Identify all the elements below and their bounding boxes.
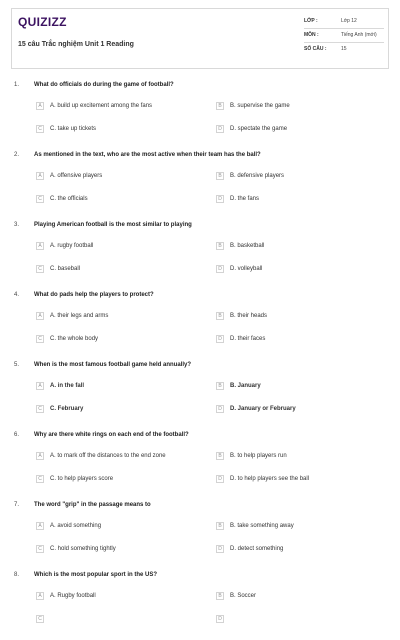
option-letter-box: A [36, 522, 44, 530]
question-1 [0, 80, 400, 150]
question-text: As mentioned in the text, who are the most active when their team has the ball? [34, 152, 261, 158]
meta-row-count [304, 43, 384, 57]
meta-key: SỐ CÂU : [304, 46, 327, 52]
option-text: B. supervise the game [230, 103, 290, 109]
option-letter-box: B [216, 102, 224, 110]
option-text: D. the fans [230, 196, 260, 202]
option-text: B. to help players run [230, 453, 287, 459]
option-letter-box: B [216, 522, 224, 530]
option-text: A. offensive players [50, 173, 103, 179]
option-letter-box: B [216, 242, 224, 250]
option-letter-box: A [36, 452, 44, 460]
worksheet-header [11, 8, 389, 69]
question-text: Why are there white rings on each end of the football? [34, 432, 189, 438]
question-number: 6. [14, 432, 20, 438]
option-text: D. to help players see the ball [230, 476, 310, 482]
option-text: A. their legs and arms [50, 313, 109, 319]
question-number: 4. [14, 292, 20, 298]
option-text: C. February [50, 406, 84, 412]
option-letter-box: B [216, 312, 224, 320]
option-text: B. defensive players [230, 173, 285, 179]
option-text: A. in the fall [50, 383, 85, 389]
option-text: A. Rugby football [50, 593, 96, 599]
option-text: D. their faces [230, 336, 266, 342]
option-text: C. baseball [50, 266, 81, 272]
option-text: D. detect something [230, 546, 284, 552]
question-number: 2. [14, 152, 20, 158]
option-letter-box: D [216, 615, 224, 623]
question-5 [0, 360, 400, 430]
option-letter-box: D [216, 265, 224, 273]
option-letter-box: D [216, 545, 224, 553]
option-letter-box: B [216, 452, 224, 460]
option-letter-box: D [216, 475, 224, 483]
question-number: 3. [14, 222, 20, 228]
option-letter-box: C [36, 615, 44, 623]
option-text: B. their heads [230, 313, 268, 319]
option-letter-box: D [216, 125, 224, 133]
option-letter-box: A [36, 102, 44, 110]
option-text: B. Soccer [230, 593, 257, 599]
option-text: C. to help players score [50, 476, 114, 482]
option-letter-box: C [36, 405, 44, 413]
option-letter-box: B [216, 172, 224, 180]
question-3 [0, 220, 400, 290]
option-letter-box: D [216, 195, 224, 203]
option-letter-box: C [36, 475, 44, 483]
option-text: A. to mark off the distances to the end zone [50, 453, 166, 459]
option-letter-box: B [216, 382, 224, 390]
question-8 [0, 570, 400, 640]
question-text: What do pads help the players to protect? [34, 292, 154, 298]
meta-value: 15 [341, 46, 347, 52]
option-letter-box: C [36, 545, 44, 553]
question-text: What do officials do during the game of football? [34, 82, 174, 88]
question-7 [0, 500, 400, 570]
option-letter-box: A [36, 592, 44, 600]
meta-key: LỚP : [304, 18, 318, 24]
option-letter-box: B [216, 592, 224, 600]
question-text: Playing American football is the most similar to playing [34, 222, 192, 228]
option-text: B. basketball [230, 243, 265, 249]
quizizz-logo: QUIZIZZ [18, 15, 67, 29]
option-letter-box: C [36, 335, 44, 343]
question-text: The word "grip" in the passage means to [34, 502, 151, 508]
option-letter-box: A [36, 382, 44, 390]
question-6 [0, 430, 400, 500]
question-text: When is the most famous football game held annually? [34, 362, 192, 368]
option-text: B. take something away [230, 523, 294, 529]
option-text: B. January [230, 383, 261, 389]
option-letter-box: D [216, 405, 224, 413]
option-letter-box: C [36, 125, 44, 133]
option-letter-box: D [216, 335, 224, 343]
meta-value: Tiếng Anh (mới) [341, 32, 377, 38]
meta-table [304, 15, 384, 57]
meta-row-class [304, 15, 384, 29]
option-letter-box: A [36, 242, 44, 250]
question-number: 8. [14, 572, 20, 578]
option-text: C. the whole body [50, 336, 99, 342]
option-letter-box: A [36, 172, 44, 180]
option-letter-box: C [36, 195, 44, 203]
option-letter-box: C [36, 265, 44, 273]
option-text: D. January or February [230, 406, 296, 412]
option-text: A. avoid something [50, 523, 102, 529]
question-number: 1. [14, 82, 20, 88]
option-text: C. the officials [50, 196, 88, 202]
meta-row-subject [304, 29, 384, 43]
option-text: D. volleyball [230, 266, 263, 272]
meta-value: Lớp 12 [341, 18, 357, 24]
option-text: C. take up tickets [50, 126, 97, 132]
option-text: A. build up excitement among the fans [50, 103, 153, 109]
question-text: Which is the most popular sport in the US? [34, 572, 158, 578]
option-text: A. rugby football [50, 243, 94, 249]
question-2 [0, 150, 400, 220]
meta-key: MÔN : [304, 32, 319, 38]
question-number: 5. [14, 362, 20, 368]
question-number: 7. [14, 502, 20, 508]
question-4 [0, 290, 400, 360]
option-text: C. hold something tightly [50, 546, 116, 552]
quiz-title: 15 câu Trắc nghiệm Unit 1 Reading [18, 41, 134, 48]
option-letter-box: A [36, 312, 44, 320]
option-text: D. spectate the game [230, 126, 288, 132]
